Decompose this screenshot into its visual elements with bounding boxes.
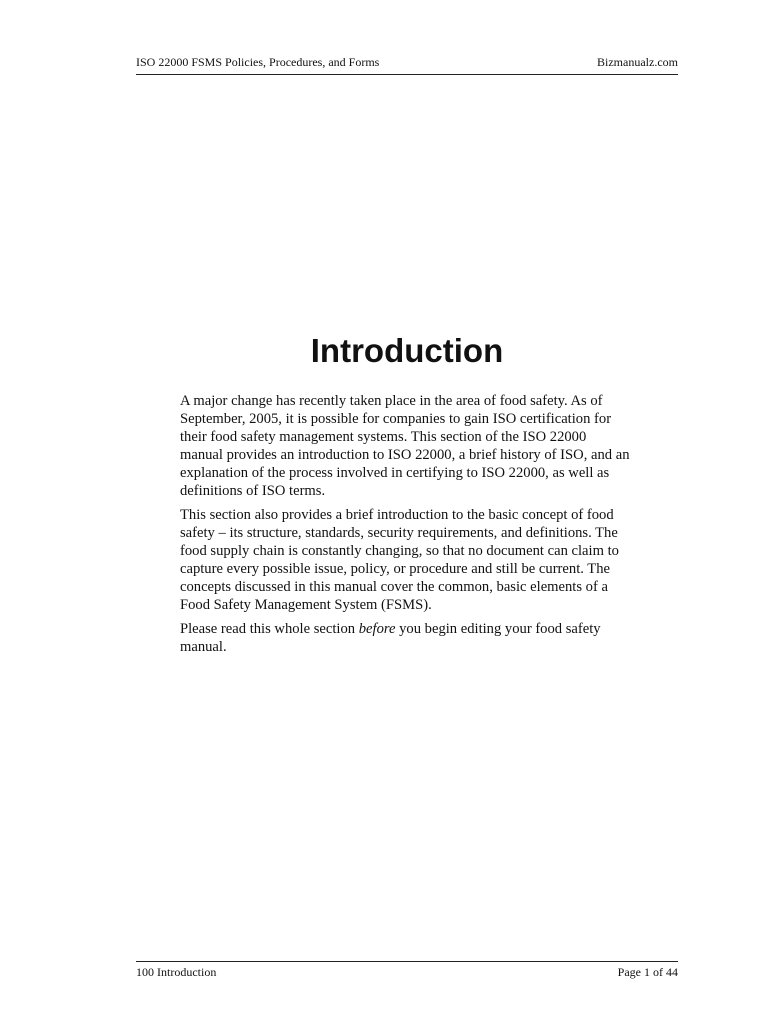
- footer-page-number: Page 1 of 44: [617, 965, 678, 979]
- paragraph-3: [180, 620, 632, 656]
- header-document-title: ISO 22000 FSMS Policies, Procedures, and Forms: [136, 55, 380, 69]
- paragraph-2: This section also provides a brief introduction to the basic concept of food safety – its structure, standards, security requirements, and definitions. The food supply chain is constantly changing, so that no document can claim to capture every possible issue, policy, or procedure and still be current. The concepts discussed in this manual cover the common, basic elements of a Food Safety Management System (FSMS).: [180, 507, 619, 613]
- paragraph-3-end: you begin editing your food safety manual.: [180, 621, 601, 655]
- page-title: Introduction: [310, 332, 504, 369]
- header-site-name: Bizmanualz.com: [597, 55, 678, 69]
- paragraph-3-start: Please read this whole section: [180, 621, 359, 637]
- paragraph-1: A major change has recently taken place in the area of food safety. As of September, 2005, it is possible for companies to gain ISO certification for their food safety management systems. This section of the ISO 22000 manual provides an introduction to ISO 22000, a brief history of ISO, and an explanation of the process involved in certifying to ISO 22000, as well as definitions of ISO terms.: [180, 393, 630, 499]
- page-header: [136, 54, 678, 75]
- paragraph-3-emphasis: before: [358, 621, 396, 637]
- page-footer: [136, 961, 678, 982]
- footer-section-label: 100 Introduction: [136, 965, 217, 979]
- body-content: [180, 392, 632, 662]
